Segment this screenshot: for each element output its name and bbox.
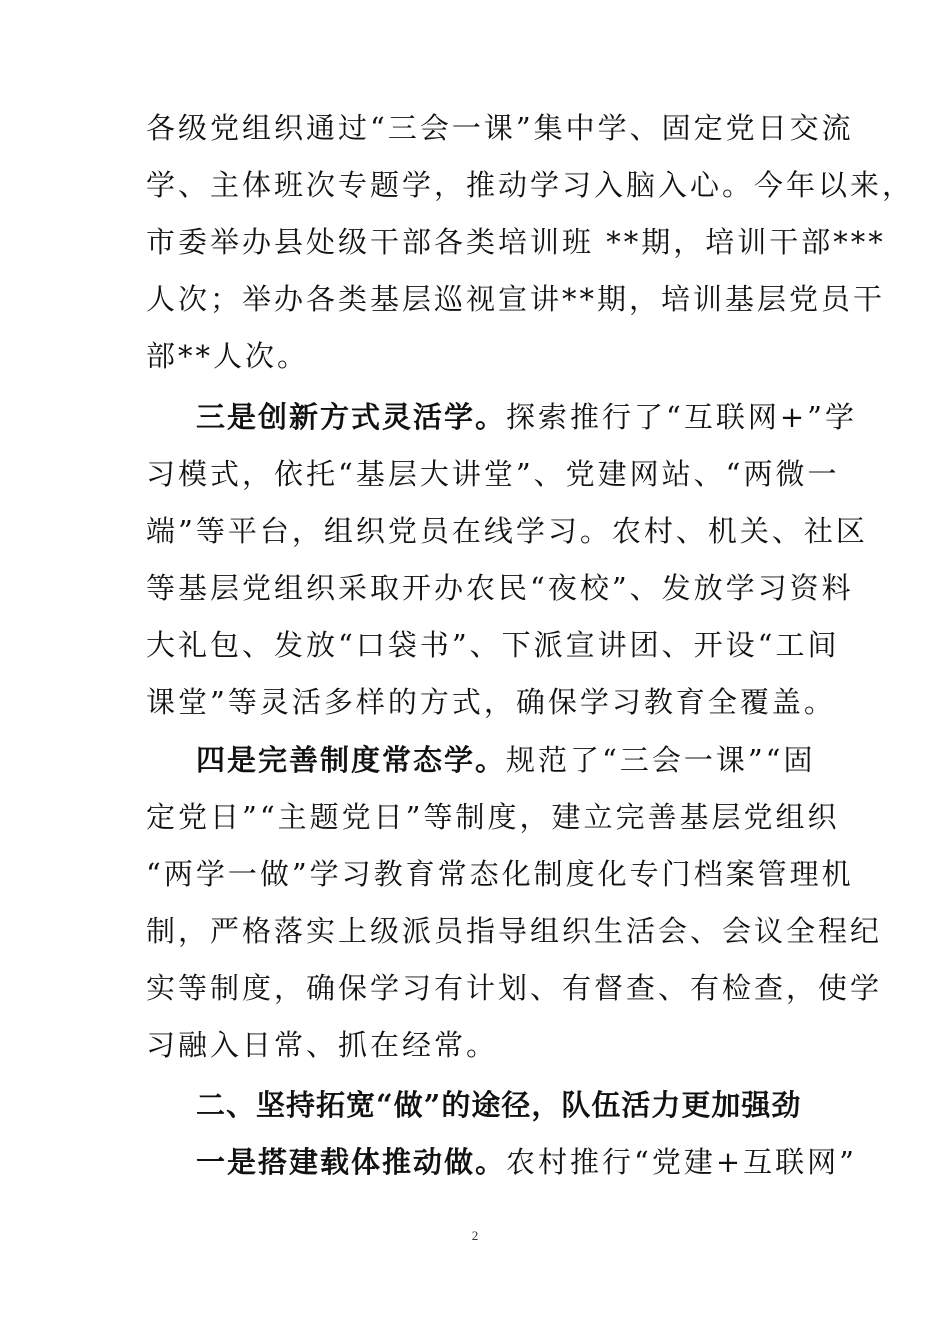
paragraph-2-line-1 <box>196 397 857 437</box>
paragraph-3-line-6: 习融入日常、抓在经常。 <box>146 1028 499 1062</box>
paragraph-1-line-1: 各级党组织通过“三会一课”集中学、固定党日交流 <box>146 111 854 145</box>
paragraph-2-lead: 三是创新方式灵活学。 <box>196 400 507 434</box>
paragraph-1-line-2: 学、主体班次专题学，推动学习入脑入心。今年以来， <box>146 168 915 202</box>
page-number: 2 <box>471 1228 479 1243</box>
paragraph-3-line-4: 制，严格落实上级派员指导组织生活会、会议全程纪 <box>146 914 883 948</box>
paragraph-2-line-3: 端”等平台，组织党员在线学习。农村、机关、社区 <box>146 514 868 548</box>
paragraph-4-line-1 <box>196 1142 857 1182</box>
paragraph-3-lead: 四是完善制度常态学。 <box>196 743 507 777</box>
section-heading: 二、坚持拓宽“做”的途径，队伍活力更加强劲 <box>196 1088 802 1122</box>
paragraph-3-line-1 <box>196 740 816 780</box>
paragraph-3-first-rest: 规范了“三会一课”“固 <box>506 743 816 777</box>
paragraph-3-line-2: 定党日”“主题党日”等制度，建立完善基层党组织 <box>146 800 840 834</box>
paragraph-2-line-4: 等基层党组织采取开办农民“夜校”、发放学习资料 <box>146 571 854 605</box>
paragraph-2-line-2: 习模式，依托“基层大讲堂”、党建网站、“两微一 <box>146 457 840 491</box>
paragraph-2-line-5: 大礼包、发放“口袋书”、下派宣讲团、开设“工间 <box>146 628 840 662</box>
paragraph-1-line-4: 人次；举办各类基层巡视宣讲**期，培训基层党员干 <box>146 282 886 316</box>
paragraph-3-line-3: “两学一做”学习教育常态化制度化专门档案管理机 <box>146 857 854 891</box>
paragraph-2-line-6: 课堂”等灵活多样的方式，确保学习教育全覆盖。 <box>146 685 836 719</box>
paragraph-3-line-5: 实等制度，确保学习有计划、有督查、有检查，使学 <box>146 971 883 1005</box>
paragraph-1-line-3: 市委举办县处级干部各类培训班 **期，培训干部*** <box>146 225 886 259</box>
paragraph-4-first-rest: 农村推行“党建+互联网” <box>506 1145 857 1179</box>
paragraph-2-first-rest: 探索推行了“互联网+”学 <box>506 400 857 434</box>
paragraph-4-lead: 一是搭建载体推动做。 <box>196 1145 507 1179</box>
paragraph-1-line-5: 部**人次。 <box>146 339 310 373</box>
